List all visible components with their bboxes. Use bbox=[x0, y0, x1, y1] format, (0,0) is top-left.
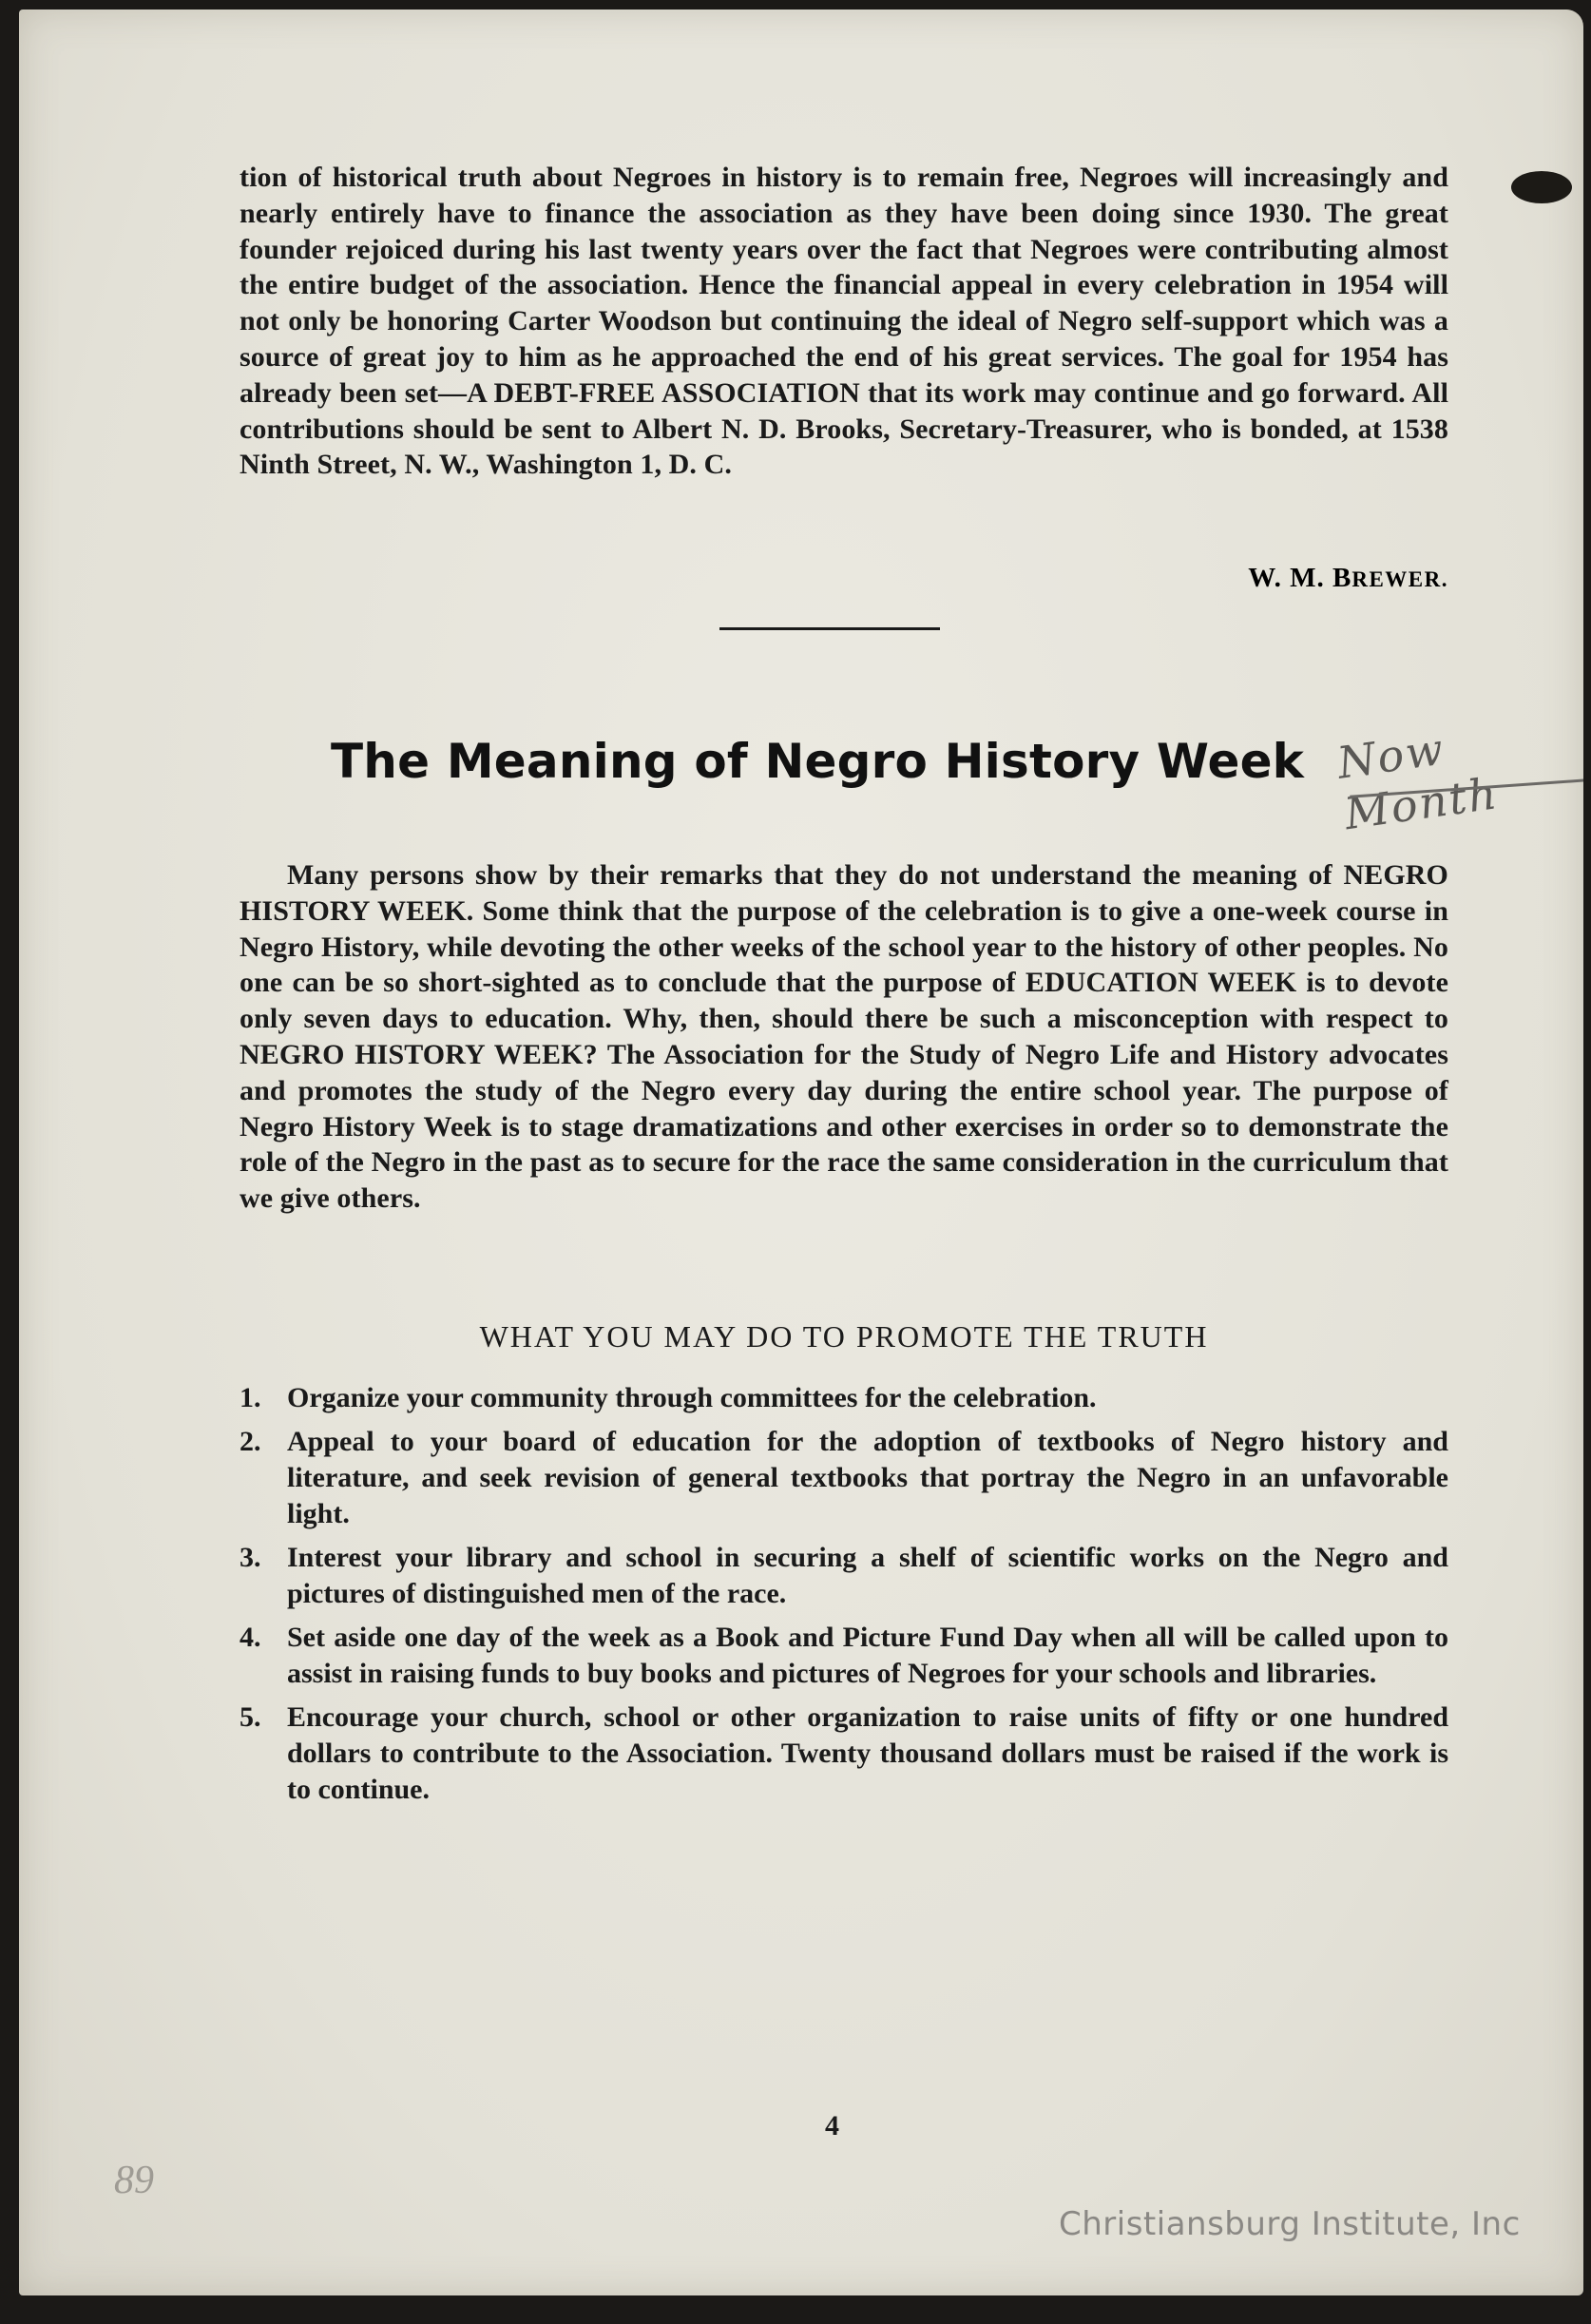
document-page bbox=[19, 10, 1583, 2295]
handwritten-note: Now Month bbox=[1333, 722, 1502, 840]
list-item: 4. Set aside one day of the week as a Book and Picture Fund Day when all will be called upon to assist in raising funds to buy books and pictures of Negroes for your schools and libraries. bbox=[240, 1622, 1448, 1689]
list-item: 3. Interest your library and school in securing a shelf of scientific works on the Negro and pictures of distinguished men of the race. bbox=[240, 1542, 1448, 1609]
top-text-block bbox=[240, 160, 1448, 483]
list-item: 2. Appeal to your board of education for the adoption of textbooks of Negro history and literature, and seek revision of general textbooks that portray the Negro in an unfavorable light. bbox=[240, 1426, 1448, 1529]
list-item: 1. Organize your community through committees for the celebration. bbox=[240, 1382, 1097, 1413]
signature bbox=[1248, 563, 1448, 594]
main-text-block bbox=[240, 857, 1448, 1217]
signature-initials: W. M. B bbox=[1248, 563, 1352, 593]
signature-surname: REWER. bbox=[1351, 567, 1448, 591]
divider-rule bbox=[719, 627, 940, 630]
page-number: 4 bbox=[825, 2110, 839, 2142]
section-subheading: WHAT YOU MAY DO TO PROMOTE THE TRUTH bbox=[479, 1319, 1209, 1354]
main-paragraph: Many persons show by their remarks that they do not understand the meaning of NEGRO HISTORY WEEK. Some think that the purpose of the celebration is to give a one-week course in Negro History, while devoting the other weeks of the school year to the history of other peoples. No one can be so short-sighted as to conclude that the purpose of EDUCATION WEEK is to devote only seven days to education. Why, then, should there be such a misconception with respect to NEGRO HISTORY WEEK? The Association for the Study of Negro Life and History advocates and promotes the study of the Negro every day during the entire school year. The purpose of Negro History Week is to stage dramatizations and other exercises in order so to demonstrate the role of the Negro in the past as to secure for the race the same consideration in the curriculum that we give others. bbox=[240, 859, 1448, 1215]
watermark: Christiansburg Institute, Inc bbox=[1059, 2205, 1521, 2243]
punch-hole bbox=[1511, 171, 1572, 203]
list-item: 5. Encourage your church, school or other organization to raise units of fifty or one hundred dollars to contribute to the Association. Twenty thousand dollars must be raised if the work is to continue. bbox=[240, 1701, 1448, 1805]
pencil-mark: 89 bbox=[114, 2159, 154, 2202]
action-list bbox=[240, 1380, 1448, 1815]
article-title: The Meaning of Negro History Week bbox=[331, 734, 1305, 789]
top-paragraph: tion of historical truth about Negroes in history is to remain free, Negroes will increasingly and nearly entirely have to finance the association as they have been doing since 1930. The great founder rejoiced during his last twenty years over the fact that Negroes were contributing almost the entire budget of the association. Hence the financial appeal in every celebration in 1954 will not only be honoring Carter Woodson but continuing the ideal of Negro self-support which was a source of great joy to him as he approached the end of his great services. The goal for 1954 has already been set—A DEBT-FREE ASSOCIATION that its work may continue and go forward. All contributions should be sent to Albert N. D. Brooks, Secretary-Treasurer, who is bonded, at 1538 Ninth Street, N. W., Washington 1, D. C. bbox=[240, 162, 1448, 481]
